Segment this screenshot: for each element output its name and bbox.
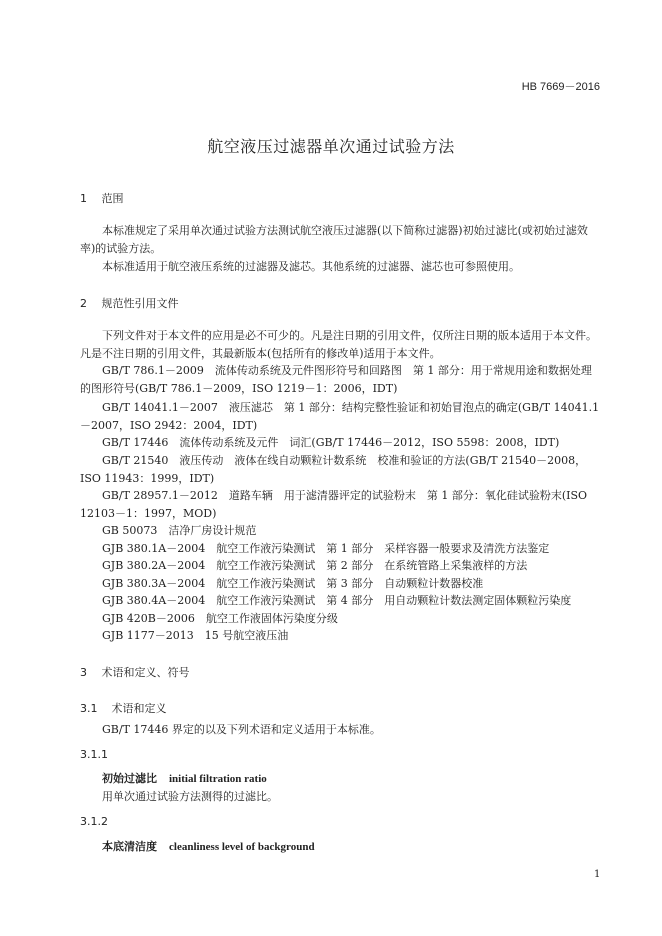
- terms-intro: GB/T 17446 界定的以及下列术语和定义适用于本标准。: [102, 723, 381, 736]
- document-title: 航空液压过滤器单次通过试验方法: [207, 137, 455, 156]
- reference-item: GB/T 14041.1－2007 液压滤芯 第 1 部分：结构完整性验证和初始冒泡点的确定(GB/T 14041.1－2007，ISO 2942：2004，IDT): [80, 401, 600, 432]
- reference-item: GB/T 17446 流体传动系统及元件 词汇(GB/T 17446－2012，ISO 5598：2008，IDT): [102, 436, 560, 449]
- term-chinese: 初始过滤比: [102, 772, 157, 785]
- reference-item: GJB 1177－2013 15 号航空液压油: [102, 629, 289, 642]
- reference-item: GJB 380.2A－2004 航空工作液污染测试 第 2 部分 在系统管路上采集液样的方法: [102, 559, 528, 572]
- term-definition: 用单次通过试验方法测得的过滤比。: [102, 790, 278, 803]
- subsection-3-1-heading: [80, 700, 167, 716]
- term-chinese: 本底清洁度: [102, 840, 157, 853]
- section-title: 范围: [101, 192, 124, 205]
- term-3-1-2: [80, 838, 600, 857]
- references-intro: 下列文件对于本文件的应用是必不可少的。凡是注日期的引用文件，仅所注日期的版本适用于本文件。凡是不注日期的引用文件，其最新版本(包括所有的修改单)适用于本文件。: [80, 329, 597, 360]
- scope-paragraph-1: 本标准规定了采用单次通过试验方法测试航空液压过滤器(以下简称过滤器)初始过滤比(或初始过滤效率)的试验方法。: [80, 224, 588, 255]
- section-title: 规范性引用文件: [101, 297, 179, 310]
- reference-item: GB/T 786.1－2009 流体传动系统及元件图形符号和回路图 第 1 部分：用于常规用途和数据处理的图形符号(GB/T 786.1－2009，ISO 1219－1：2006，IDT): [80, 364, 592, 395]
- section-1-heading: [80, 190, 124, 206]
- section-number: 1: [80, 192, 87, 205]
- reference-item: GJB 380.4A－2004 航空工作液污染测试 第 4 部分 用自动颗粒计数法测定固体颗粒污染度: [102, 594, 572, 607]
- section-number: 2: [80, 297, 87, 310]
- section-number: 3: [80, 666, 87, 679]
- section-3-heading: [80, 664, 190, 680]
- subsection-title: 术语和定义: [111, 702, 167, 715]
- reference-item: GJB 380.1A－2004 航空工作液污染测试 第 1 部分 采样容器一般要求及清洗方法鉴定: [102, 542, 550, 555]
- standard-number: HB 7669－2016: [521, 81, 600, 93]
- reference-item: GB/T 28957.1－2012 道路车辆 用于滤清器评定的试验粉末 第 1 部分：氧化硅试验粉末(ISO 12103－1：1997，MOD): [80, 489, 588, 520]
- term-english: cleanliness level of background: [169, 841, 315, 853]
- section-title: 术语和定义、符号: [101, 666, 190, 679]
- subsection-number: 3.1: [80, 702, 98, 715]
- term-english: initial filtration ratio: [169, 773, 267, 785]
- page-number: 1: [594, 869, 601, 880]
- reference-item: GB 50073 洁净厂房设计规范: [102, 524, 257, 537]
- scope-paragraph-2: 本标准适用于航空液压系统的过滤器及滤芯。其他系统的过滤器、滤芯也可参照使用。: [102, 260, 520, 273]
- reference-item: GB/T 21540 液压传动 液体在线自动颗粒计数系统 校准和验证的方法(GB/T 21540－2008，ISO 11943：1999，IDT): [80, 454, 587, 485]
- reference-item: GJB 380.3A－2004 航空工作液污染测试 第 3 部分 自动颗粒计数器校准: [102, 577, 484, 590]
- term-3-1-1: [80, 770, 600, 789]
- reference-item: GJB 420B－2006 航空工作液固体污染度分级: [102, 612, 338, 625]
- term-number: 3.1.2: [80, 815, 108, 828]
- section-2-heading: [80, 295, 179, 311]
- term-number: 3.1.1: [80, 748, 108, 761]
